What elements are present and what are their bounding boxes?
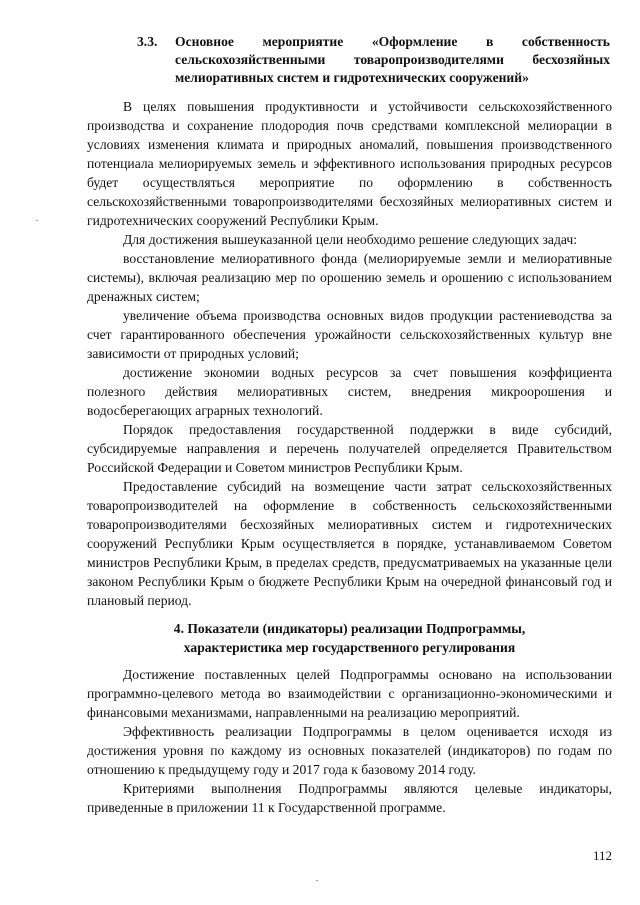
page-number: 112 <box>592 848 612 863</box>
paragraph-task-production: увеличение объема производства основных видов продукции растениеводства за счет гарантированного обеспечения урожайности сельскохозяйственных культур вне зависимости от природных условий; <box>87 308 612 361</box>
section4-heading-line1: 4. Показатели (индикаторы) реализации Подпрограммы, <box>173 621 526 636</box>
section4-body <box>87 665 612 817</box>
paragraph-efficiency: Эффективность реализации Подпрограммы в целом оценивается исходя из достижения уровня по каждому из основных показателей (индикаторов) по годам по отношению к предыдущему году и 2017 года к базовому 2014 году. <box>87 724 612 777</box>
scan-speck <box>316 880 318 881</box>
paragraph-task-water-economy: достижение экономии водных ресурсов за счет повышения коэффициента полезного действия мелиоративных систем, внедрения микроорошения и водосберегающих аграрных технологий. <box>87 365 612 418</box>
section-body <box>87 97 612 610</box>
paragraph-support-procedure: Порядок предоставления государственной поддержки в виде субсидий, субсидируемые направления и перечень получателей определяется Правительством Российской Федерации и Советом министров Республики Крым. <box>87 422 612 475</box>
paragraph-task-restoration: восстановление мелиоративного фонда (мелиорируемые земли и мелиоративные системы), включая реализацию мер по орошению земель и орошению с использованием дренажных систем; <box>87 251 612 304</box>
scan-speck <box>36 220 38 221</box>
paragraph-achievement: Достижение поставленных целей Подпрограммы основано на использовании программно-целевого метода во взаимодействии с организационно-экономическими и финансовыми механизмами, направленными на реализацию мероприятий. <box>87 667 612 720</box>
paragraph-criteria: Критериями выполнения Подпрограммы являются целевые индикаторы, приведенные в приложении 11 к Государственной программе. <box>87 781 612 815</box>
section-title: Основное мероприятие «Оформление в собственность сельскохозяйственными товаропроизводителями бесхозяйных мелиоративных систем и гидротехнических сооружений» <box>175 34 610 85</box>
paragraph-goal: В целях повышения продуктивности и устойчивости сельскохозяйственного производства и сохранение плодородия почв средствами комплексной мелиорации в условиях изменения климата и природных аномалий, повышения производственного потенциала мелиорируемых земель и эффективного использования природных ресурсов будет осуществляться мероприятие по оформлению в собственность сельскохозяйственными товаропроизводителями бесхозяйных мелиоративных систем и гидротехнических сооружений Республики Крым. <box>87 99 612 228</box>
section4-heading <box>87 619 612 657</box>
paragraph-subsidies: Предоставление субсидий на возмещение части затрат сельскохозяйственных товаропроизводителей на оформление в собственность сельскохозяйственными товаропроизводителями бесхозяйных мелиоративных систем и гидротехнических сооружений Республики Крым осуществляется в порядке, устанавливаемом Советом министров Республики Крым, в пределах средств, предусматриваемых на указанные цели законом Республики Крым о бюджете Республики Крым на очередной финансовый год и плановый период. <box>87 479 612 608</box>
section-number: 3.3. <box>137 34 158 49</box>
section-heading <box>137 33 610 87</box>
paragraph-tasks-intro: Для достижения вышеуказанной цели необходимо решение следующих задач: <box>123 232 577 247</box>
section4-heading-line2: характеристика мер государственного регулирования <box>183 640 516 655</box>
